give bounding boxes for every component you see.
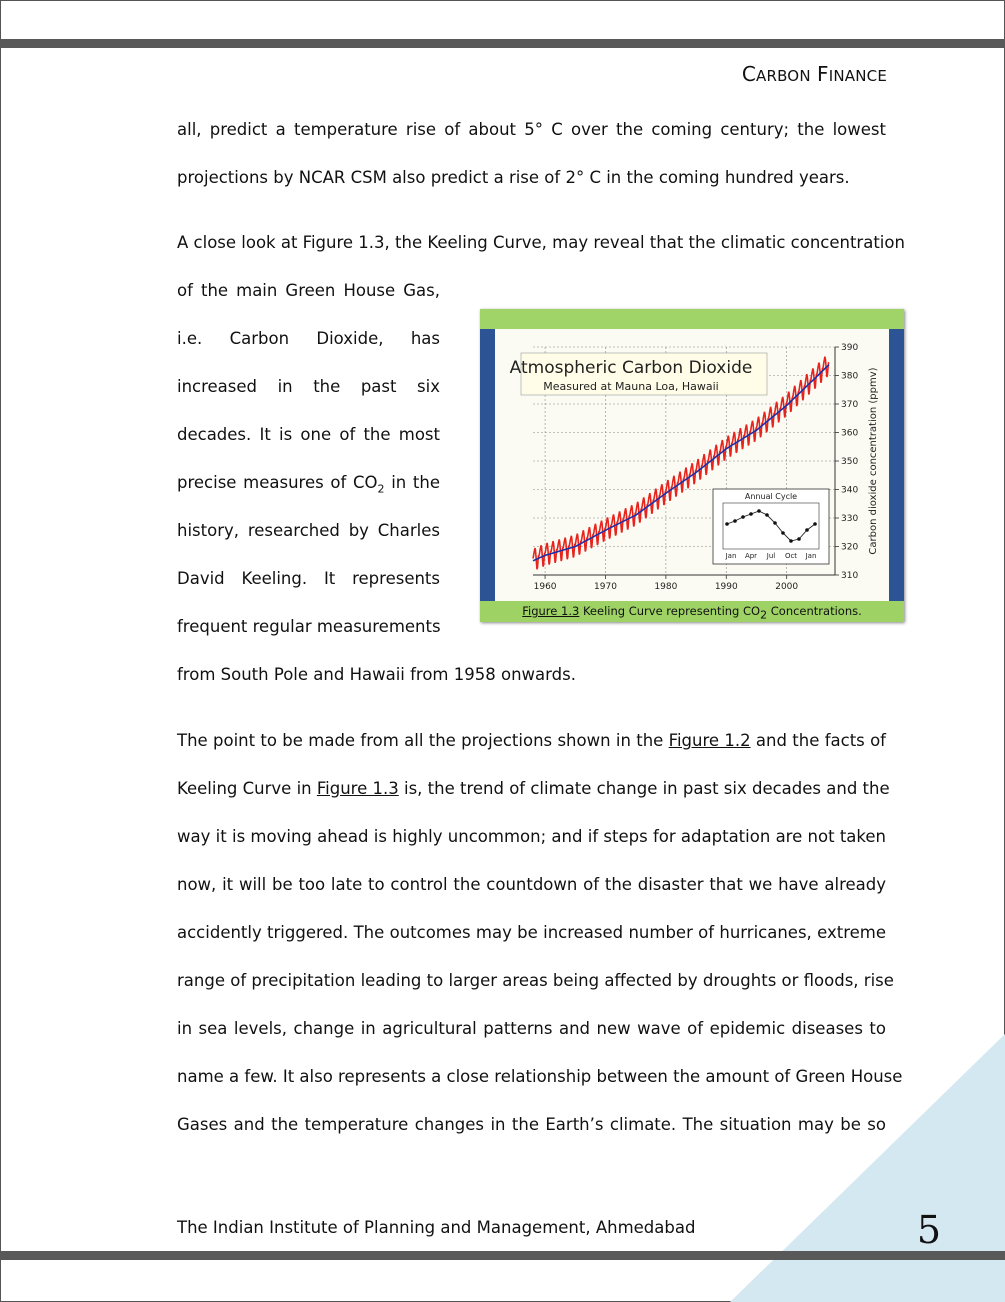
inset-point [813, 522, 817, 526]
text-line: history, researched by Charles [177, 521, 440, 540]
text-line: of the main Green House Gas, [177, 281, 440, 300]
keeling-chart [495, 329, 889, 601]
chart-subtitle: Measured at Mauna Loa, Hawaii [543, 380, 719, 393]
y-tick-label: 320 [841, 542, 859, 553]
text-line: David Keeling. It represents [177, 569, 440, 588]
y-tick-label: 340 [841, 485, 859, 496]
x-tick-label: 1990 [714, 582, 738, 592]
inset-tick-label: Jan [725, 552, 737, 560]
text-line: name a few. It also represents a close relationship between the amount of Green House [177, 1067, 903, 1086]
header-rule [0, 39, 1005, 48]
y-tick-label: 380 [841, 371, 859, 382]
text-line: way it is moving ahead is highly uncommon; and if steps for adaptation are not taken [177, 827, 886, 846]
inset-title: Annual Cycle [744, 492, 798, 501]
inset-point [805, 528, 809, 532]
text-line: Keeling Curve in Figure 1.3 is, the trend of climate change in past six decades and the [177, 779, 890, 798]
inset-point [765, 513, 769, 517]
footer-institute: The Indian Institute of Planning and Management, Ahmedabad [177, 1218, 696, 1237]
text-line: in sea levels, change in agricultural patterns and new wave of epidemic diseases to [177, 1019, 886, 1038]
text-line: decades. It is one of the most [177, 425, 440, 444]
y-tick-label: 370 [841, 400, 859, 410]
text-line: Gases and the temperature changes in the Earth’s climate. The situation may be so [177, 1115, 886, 1134]
inset-tick-label: Jul [766, 552, 776, 560]
x-tick-label: 1960 [533, 582, 557, 592]
text-line: frequent regular measurements [177, 617, 441, 636]
y-tick-label: 390 [841, 343, 859, 353]
chart-title-box [510, 353, 767, 395]
inset-point [773, 521, 777, 525]
inset-point [757, 509, 761, 513]
inset-tick-label: Oct [784, 552, 798, 560]
y-tick-label: 350 [841, 457, 859, 467]
chart-title: Atmospheric Carbon Dioxide [509, 358, 753, 378]
running-header: CARBON FINANCE [741, 62, 887, 86]
figure-left-band [480, 329, 495, 601]
text-line: range of precipitation leading to larger areas being affected by droughts or floods, rise [177, 971, 894, 990]
text-line: A close look at Figure 1.3, the Keeling Curve, may reveal that the climatic concentration [177, 233, 905, 252]
figure-caption: Figure 1.3 Keeling Curve representing $CO_2$ Concentrations. [480, 601, 904, 622]
y-tick-label: 310 [841, 571, 859, 581]
footer-rule [0, 1251, 1005, 1260]
figure-caption-ref[interactable]: Figure 1.3 [522, 604, 580, 618]
inset-point [725, 522, 729, 526]
text-line: precise measures of $CO_2$ in the [177, 473, 440, 496]
figure-panel [495, 329, 889, 601]
x-tick-label: 1980 [654, 582, 678, 592]
y-tick-label: 330 [841, 514, 859, 524]
page-number: 5 [916, 1208, 941, 1252]
text-line: i.e. Carbon Dioxide, has [177, 329, 440, 348]
figure-right-band [889, 329, 904, 601]
inset-point [781, 531, 785, 535]
figure-1-3-link[interactable]: Figure 1.3 [316, 779, 399, 798]
figure-keeling-curve [480, 309, 904, 622]
text-line: all, predict a temperature rise of about 5° C over the coming century; the lowest [177, 120, 886, 139]
x-tick-label: 1970 [594, 582, 617, 592]
paragraph-3 [177, 725, 903, 1157]
text-line: increased in the past six [177, 377, 440, 396]
text-line: projections by NCAR CSM also predict a rise of 2° C in the coming hundred years. [177, 168, 850, 187]
text-line: now, it will be too late to control the countdown of the disaster that we have already [177, 875, 886, 894]
inset-tick-label: Apr [744, 552, 758, 560]
inset-annual-cycle [713, 489, 829, 564]
figure-1-2-link[interactable]: Figure 1.2 [668, 731, 751, 750]
text-line: accidently triggered. The outcomes may be increased number of hurricanes, extreme [177, 923, 886, 942]
paragraph-1 [177, 114, 886, 210]
inset-point [789, 539, 793, 543]
inset-point [741, 515, 745, 519]
inset-point [797, 537, 801, 541]
figure-top-band [480, 309, 904, 329]
inset-point [749, 512, 753, 516]
text-line: The point to be made from all the projections shown in the Figure 1.2 and the facts of [177, 731, 886, 750]
inset-point [733, 519, 737, 523]
y-axis-label: Carbon dioxide concentration (ppmv) [868, 367, 879, 555]
text-line: from South Pole and Hawaii from 1958 onwards. [177, 665, 576, 684]
y-tick-label: 360 [841, 428, 859, 439]
inset-tick-label: Jan [805, 552, 817, 560]
x-tick-label: 2000 [775, 582, 799, 592]
